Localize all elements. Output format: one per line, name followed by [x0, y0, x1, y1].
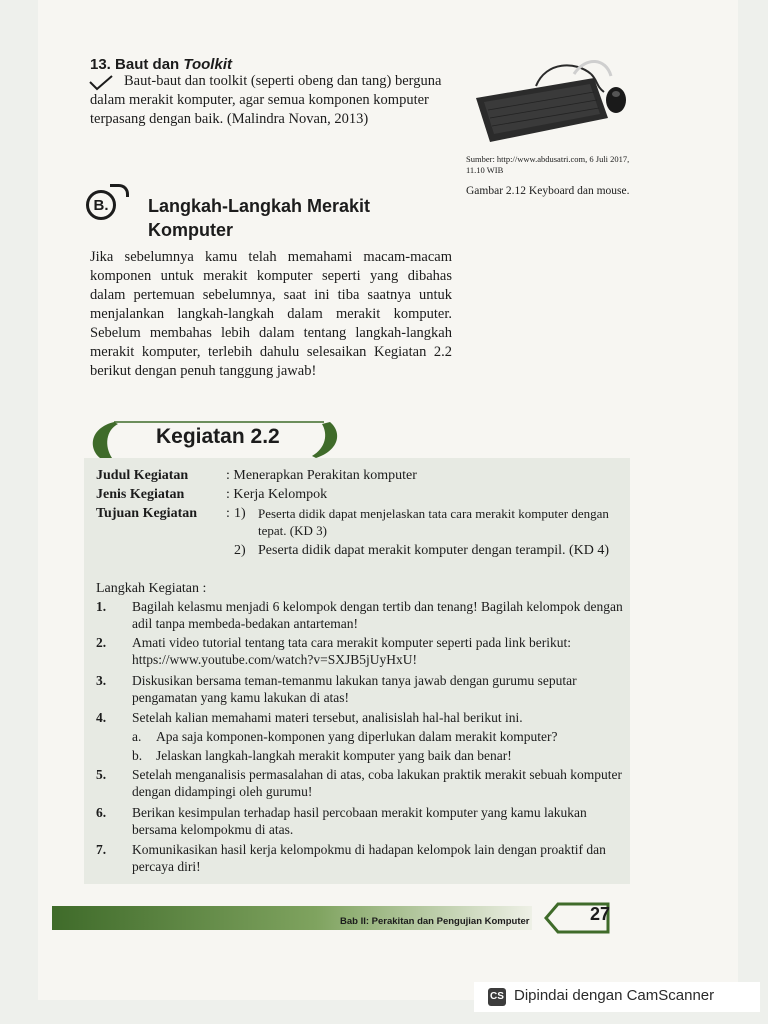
section-number: 13. — [90, 56, 111, 73]
step-text: Setelah menganalisis permasalahan di atas, coba lakukan praktik merakit sebuah komputer dengan didampingi oleh gurumu! — [132, 767, 622, 799]
step-number: 4. — [96, 710, 107, 725]
tujuan-item: Peserta didik dapat merakit komputer dengan terampil. (KD 4) — [258, 543, 610, 558]
substep-text: Jelaskan langkah-langkah merakit komputer yang baik dan benar! — [156, 748, 512, 763]
keyboard-mouse-image — [466, 56, 646, 166]
list-item — [96, 598, 626, 634]
step-text: Setelah kalian memahami materi tersebut, analisislah hal-hal berikut ini. — [132, 710, 523, 725]
section-b-title: Langkah-Langkah Merakit Komputer — [148, 196, 371, 240]
jenis-value: : Kerja Kelompok — [226, 487, 328, 502]
list-item — [96, 841, 626, 877]
list-item — [96, 709, 626, 727]
list-item — [96, 634, 626, 670]
jenis-label: Jenis Kegiatan — [96, 487, 185, 502]
step-number: 2. — [96, 635, 107, 650]
step-text: Diskusikan bersama teman-temanmu lakukan tanya jawab dengan gurumu seputar pengamatan yang kamu lakukan di atas! — [132, 673, 577, 705]
tujuan-label: Tujuan Kegiatan — [96, 506, 198, 521]
list-item — [96, 804, 626, 840]
section-title-italic: Toolkit — [183, 56, 232, 73]
step-number: 3. — [96, 673, 107, 688]
list-item — [96, 728, 626, 746]
camscanner-logo-icon: CS — [488, 988, 506, 1006]
page-number: 27 — [590, 904, 611, 924]
langkah-label: Langkah Kegiatan : — [96, 581, 207, 596]
step-number: 6. — [96, 805, 107, 820]
footer-chapter: Bab II: Perakitan dan Pengujian Komputer — [340, 916, 530, 927]
tujuan-item: Peserta didik dapat menjelaskan tata cara merakit komputer dengan tepat. (KD 3) — [258, 506, 609, 538]
substep-text: Apa saja komponen-komponen yang diperlukan dalam merakit komputer? — [156, 729, 558, 744]
list-item — [96, 747, 626, 765]
section-13-title — [90, 56, 232, 73]
judul-value: : Menerapkan Perakitan komputer — [226, 468, 417, 483]
step-text: Berikan kesimpulan terhadap hasil percobaan merakit komputer yang kamu lakukan bersama kelompokmu di atas. — [132, 805, 587, 837]
watermark-text: Dipindai dengan CamScanner — [514, 987, 715, 1004]
tujuan-number: 2) — [234, 543, 246, 558]
step-text: Bagilah kelasmu menjadi 6 kelompok dengan tertib dan tenang! Bagilah kelompok dengan adil tanpa membeda-bedakan antarteman! — [132, 599, 623, 631]
step-number: 7. — [96, 842, 107, 857]
step-text: Amati video tutorial tentang tata cara merakit komputer seperti pada link berikut: https://www.youtube.com/watch?v=SXJB5jUyHxU! — [132, 635, 571, 667]
tujuan-number: 1) — [234, 506, 246, 521]
list-item — [96, 766, 626, 802]
step-text: Komunikasikan hasil kerja kelompokmu di hadapan kelompok lain dengan proaktif dan percaya diri! — [132, 842, 606, 874]
step-number: 1. — [96, 599, 107, 614]
kegiatan-title: Kegiatan 2.2 — [156, 425, 280, 448]
section-b-badge: B. — [86, 190, 116, 220]
step-number: 5. — [96, 767, 107, 782]
substep-letter: a. — [132, 729, 142, 744]
section-13-body: Baut-baut dan toolkit (seperti obeng dan tang) berguna dalam merakit komputer, agar semua komponen komputer terpasang dengan baik. (Malindra Novan, 2013) — [90, 73, 442, 127]
figure-caption: Gambar 2.12 Keyboard dan mouse. — [466, 185, 630, 197]
substep-letter: b. — [132, 748, 143, 763]
section-title-text: Baut dan — [115, 56, 184, 73]
section-b-body: Jika sebelumnya kamu telah memahami macam-macam komponen untuk merakit komputer seperti yang dibahas dalam pertemuan sebelumnya, saat ini tiba saatnya untuk menjalankan langkah-langkah dalam merakit komputer. Sebelum membahas lebih dalam tentang langkah-langkah merakit komputer, terlebih dahulu selesaikan Kegiatan 2.2 berikut dengan penuh tanggung jawab! — [90, 249, 452, 379]
list-item — [96, 672, 626, 708]
judul-label: Judul Kegiatan — [96, 468, 189, 483]
tujuan-colon: : — [226, 506, 230, 521]
figure-source: Sumber: http://www.abdusatri.com, 6 Juli 2017, 11.10 WIB — [466, 154, 630, 175]
